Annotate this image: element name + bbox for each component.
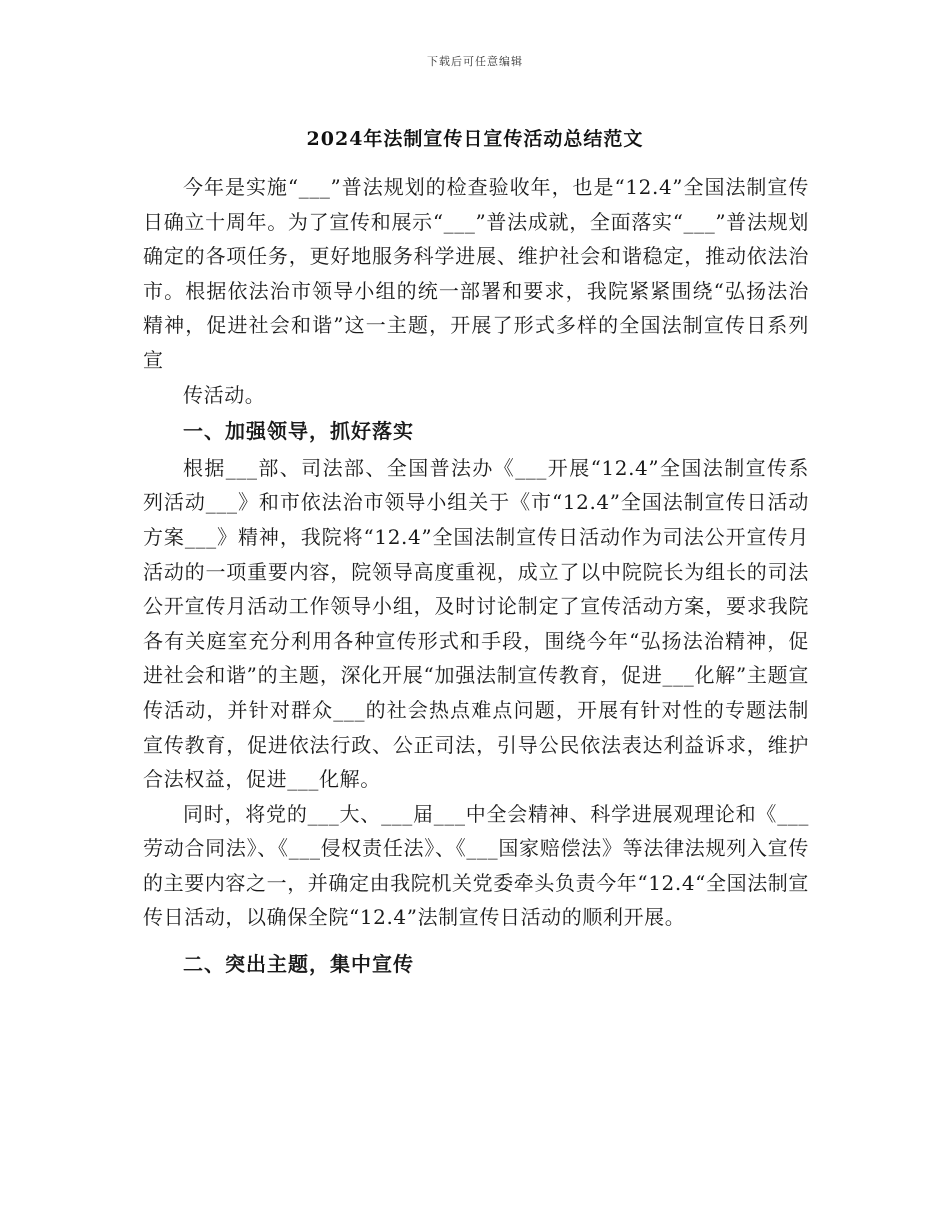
section-heading-1: 一、加强领导，抓好落实 bbox=[183, 419, 414, 444]
header-note: 下载后可任意编辑 bbox=[427, 55, 523, 68]
document-title: 2024年法制宣传日宣传活动总结范文 bbox=[306, 128, 644, 150]
paragraph-intro: 今年是实施“___”普法规划的检查验收年，也是“12.4”全国法制宣传日确立十周年。为了宣传和展示“___”普法成就，全面落实“___”普法规划确定的各项任务，更好地服务科学进展、维护社会和谐稳定，推动依法治市。根据依法治市领导小组的统一部署和要求，我院紧紧围绕“弘扬法治精神，促进社会和谐”这一主题，开展了形式多样的全国法制宣传日系列宣 bbox=[143, 175, 809, 372]
section-heading-2: 二、突出主题，集中宣传 bbox=[183, 952, 414, 977]
document-body bbox=[143, 170, 809, 984]
paragraph-section1-b: 同时，将党的___大、___届___中全会精神、科学进展观理论和《___劳动合同法》、《___侵权责任法》、《___国家赔偿法》等法律法规列入宣传的主要内容之一，并确定由我院机关党委牵头负责今年“12.4“全国法制宣传日活动，以确保全院“12.4”法制宣传日活动的顺利开展。 bbox=[143, 801, 809, 930]
paragraph-intro-continued: 传活动。 bbox=[183, 382, 266, 407]
paragraph-section1-a: 根据___部、司法部、全国普法办《___开展“12.4”全国法制宣传系列活动___》和市依法治市领导小组关于《市“12.4”全国法制宣传日活动方案___》精神，我院将“12.4”全国法制宣传日活动作为司法公开宣传月活动的一项重要内容，院领导高度重视，成立了以中院院长为组长的司法公开宣传月活动工作领导小组，及时讨论制定了宣传活动方案，要求我院各有关庭室充分利用各种宣传形式和手段，围绕今年“弘扬法治精神，促进社会和谐”的主题，深化开展“加强法制宣传教育，促进___化解”主题宣传活动，并针对群众___的社会热点难点问题，开展有针对性的专题法制宣传教育，促进依法行政、公正司法，引导公民依法表达利益诉求，维护合法权益，促进___化解。 bbox=[143, 455, 809, 792]
